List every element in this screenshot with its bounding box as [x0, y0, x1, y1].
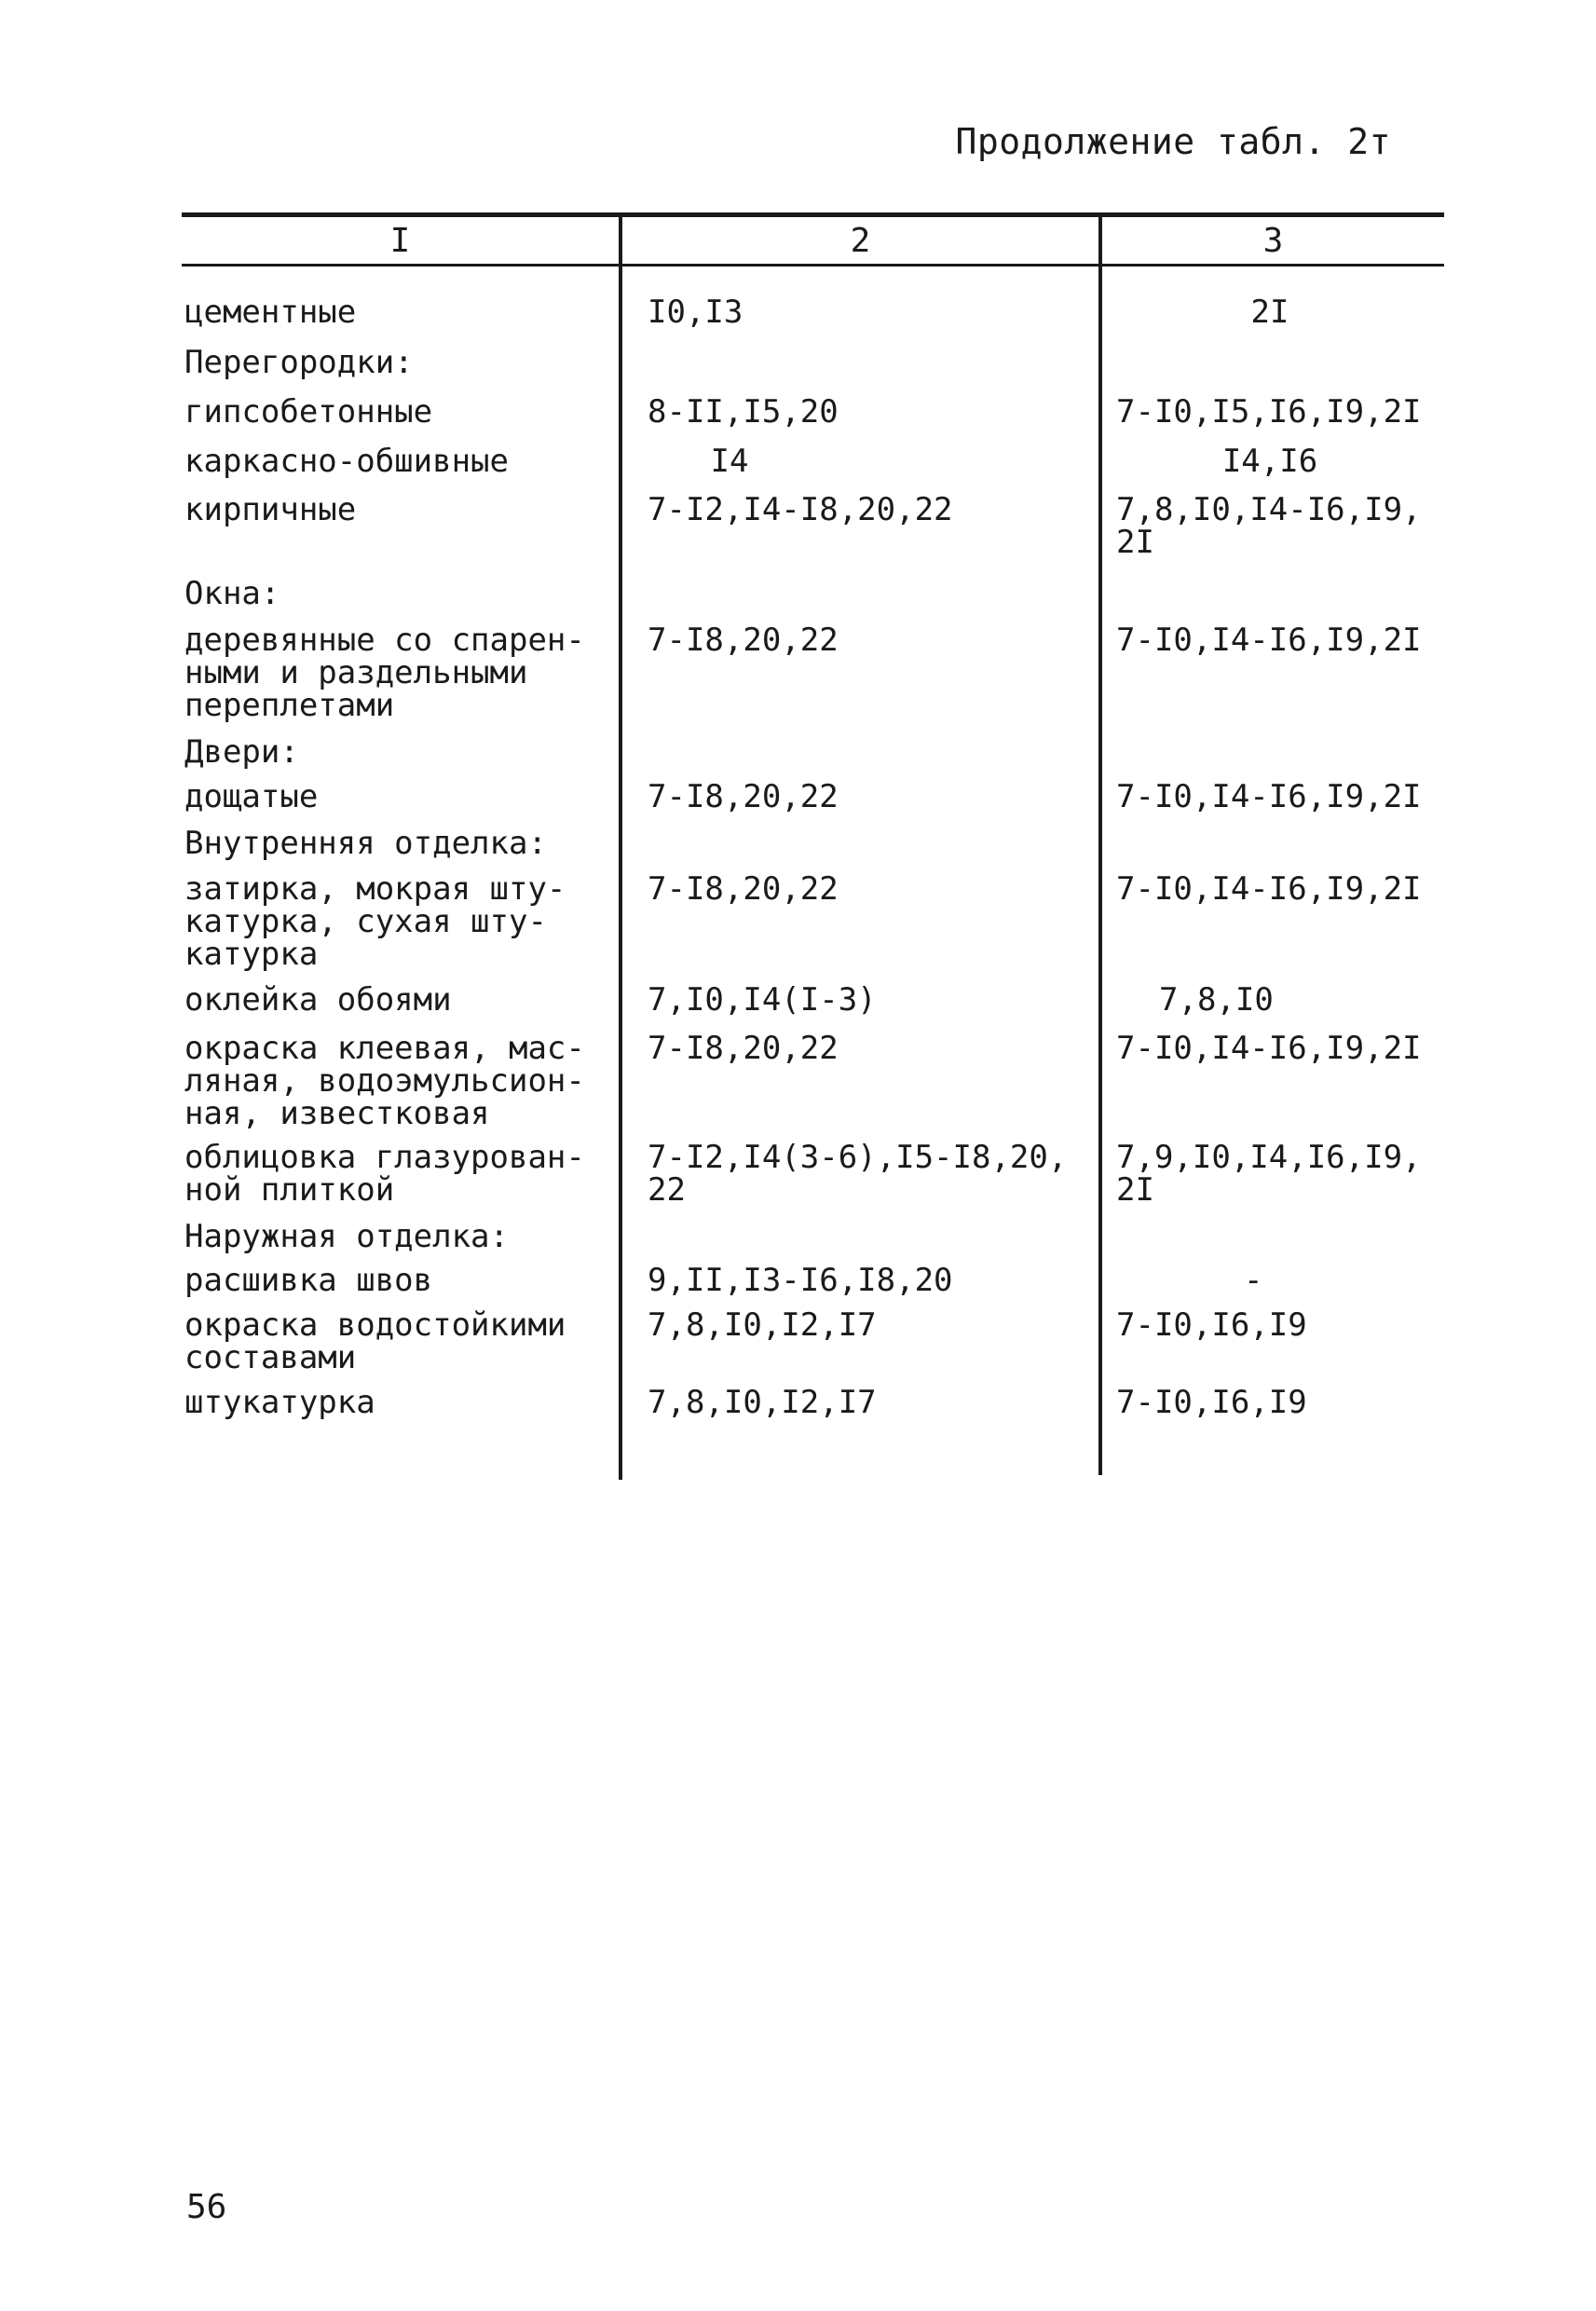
column-2-value: 7-I8,20,22 — [648, 778, 839, 815]
column-header-1: I — [389, 222, 411, 260]
column-2-value: 7,8,I0,I2,I7 — [648, 1384, 877, 1421]
column-3-value: - — [1244, 1262, 1263, 1299]
row-label: облицовка глазурован- ной плиткой — [184, 1139, 585, 1209]
column-2-value: 7-I8,20,22 — [648, 622, 839, 659]
row-label: штукатурка — [184, 1384, 375, 1421]
column-2-value: 7-I2,I4-I8,20,22 — [648, 491, 953, 528]
column-3-value: 7-I0,I4-I6,I9,2I — [1116, 778, 1422, 815]
row-label: цементные — [184, 294, 357, 331]
column-3-value: 7,8,I0,I4-I6,I9, 2I — [1116, 491, 1422, 561]
row-label: дощатые — [184, 778, 319, 815]
table-top-rule — [182, 212, 1444, 217]
row-label: окраска водостойкими составами — [184, 1306, 566, 1376]
column-3-value: 7-I0,I4-I6,I9,2I — [1116, 622, 1422, 659]
table-header-rule — [182, 264, 1444, 267]
column-2-value: 7,I0,I4(I-3) — [648, 981, 877, 1019]
column-3-value: 7,9,I0,I4,I6,I9, 2I — [1116, 1139, 1422, 1209]
section-heading: Окна: — [184, 575, 280, 612]
row-label: затирка, мокрая шту- катурка, сухая шту- катурка — [184, 870, 566, 973]
column-header-3: 3 — [1262, 222, 1284, 260]
row-label: оклейка обоями — [184, 981, 452, 1019]
column-3-value: 7-I0,I6,I9 — [1116, 1306, 1307, 1344]
column-3-value: 7,8,I0 — [1159, 981, 1274, 1019]
row-label: расшивка швов — [184, 1262, 433, 1299]
column-2-value: 7-I8,20,22 — [648, 1030, 839, 1067]
column-header-2: 2 — [850, 222, 871, 260]
section-heading: Двери: — [184, 733, 299, 771]
column-3-value: 7-I0,I6,I9 — [1116, 1384, 1307, 1421]
row-label: гипсобетонные — [184, 393, 433, 431]
section-heading: Внутренняя отделка: — [184, 825, 547, 862]
column-2-value: 7-I2,I4(3-6),I5-I8,20, 22 — [648, 1139, 1068, 1209]
column-3-value: I4,I6 — [1221, 443, 1318, 480]
column-2-value: I0,I3 — [648, 294, 743, 331]
page-number: 56 — [186, 2188, 227, 2226]
column-2-value: I4 — [710, 443, 749, 480]
column-2-value: 7,8,I0,I2,I7 — [648, 1306, 877, 1344]
column-3-value: 7-I0,I4-I6,I9,2I — [1116, 1030, 1422, 1067]
row-label: кирпичные — [184, 491, 357, 528]
table-continuation-caption: Продолжение табл. 2т — [955, 121, 1391, 162]
row-label: окраска клеевая, мас- ляная, водоэмульсион- ная, известковая — [184, 1030, 585, 1132]
column-3-value: 7-I0,I5,I6,I9,2I — [1116, 393, 1422, 431]
column-3-value: 7-I0,I4-I6,I9,2I — [1116, 870, 1422, 908]
column-divider-1 — [619, 212, 622, 1480]
column-2-value: 9,II,I3-I6,I8,20 — [648, 1262, 953, 1299]
column-2-value: 7-I8,20,22 — [648, 870, 839, 908]
row-label: деревянные со спарен- ными и раздельными переплетами — [184, 622, 585, 724]
section-heading: Перегородки: — [184, 344, 414, 381]
section-heading: Наружная отделка: — [184, 1218, 509, 1255]
column-divider-2 — [1098, 212, 1102, 1475]
column-2-value: 8-II,I5,20 — [648, 393, 839, 431]
column-3-value: 2I — [1250, 294, 1289, 331]
row-label: каркасно-обшивные — [184, 443, 509, 480]
